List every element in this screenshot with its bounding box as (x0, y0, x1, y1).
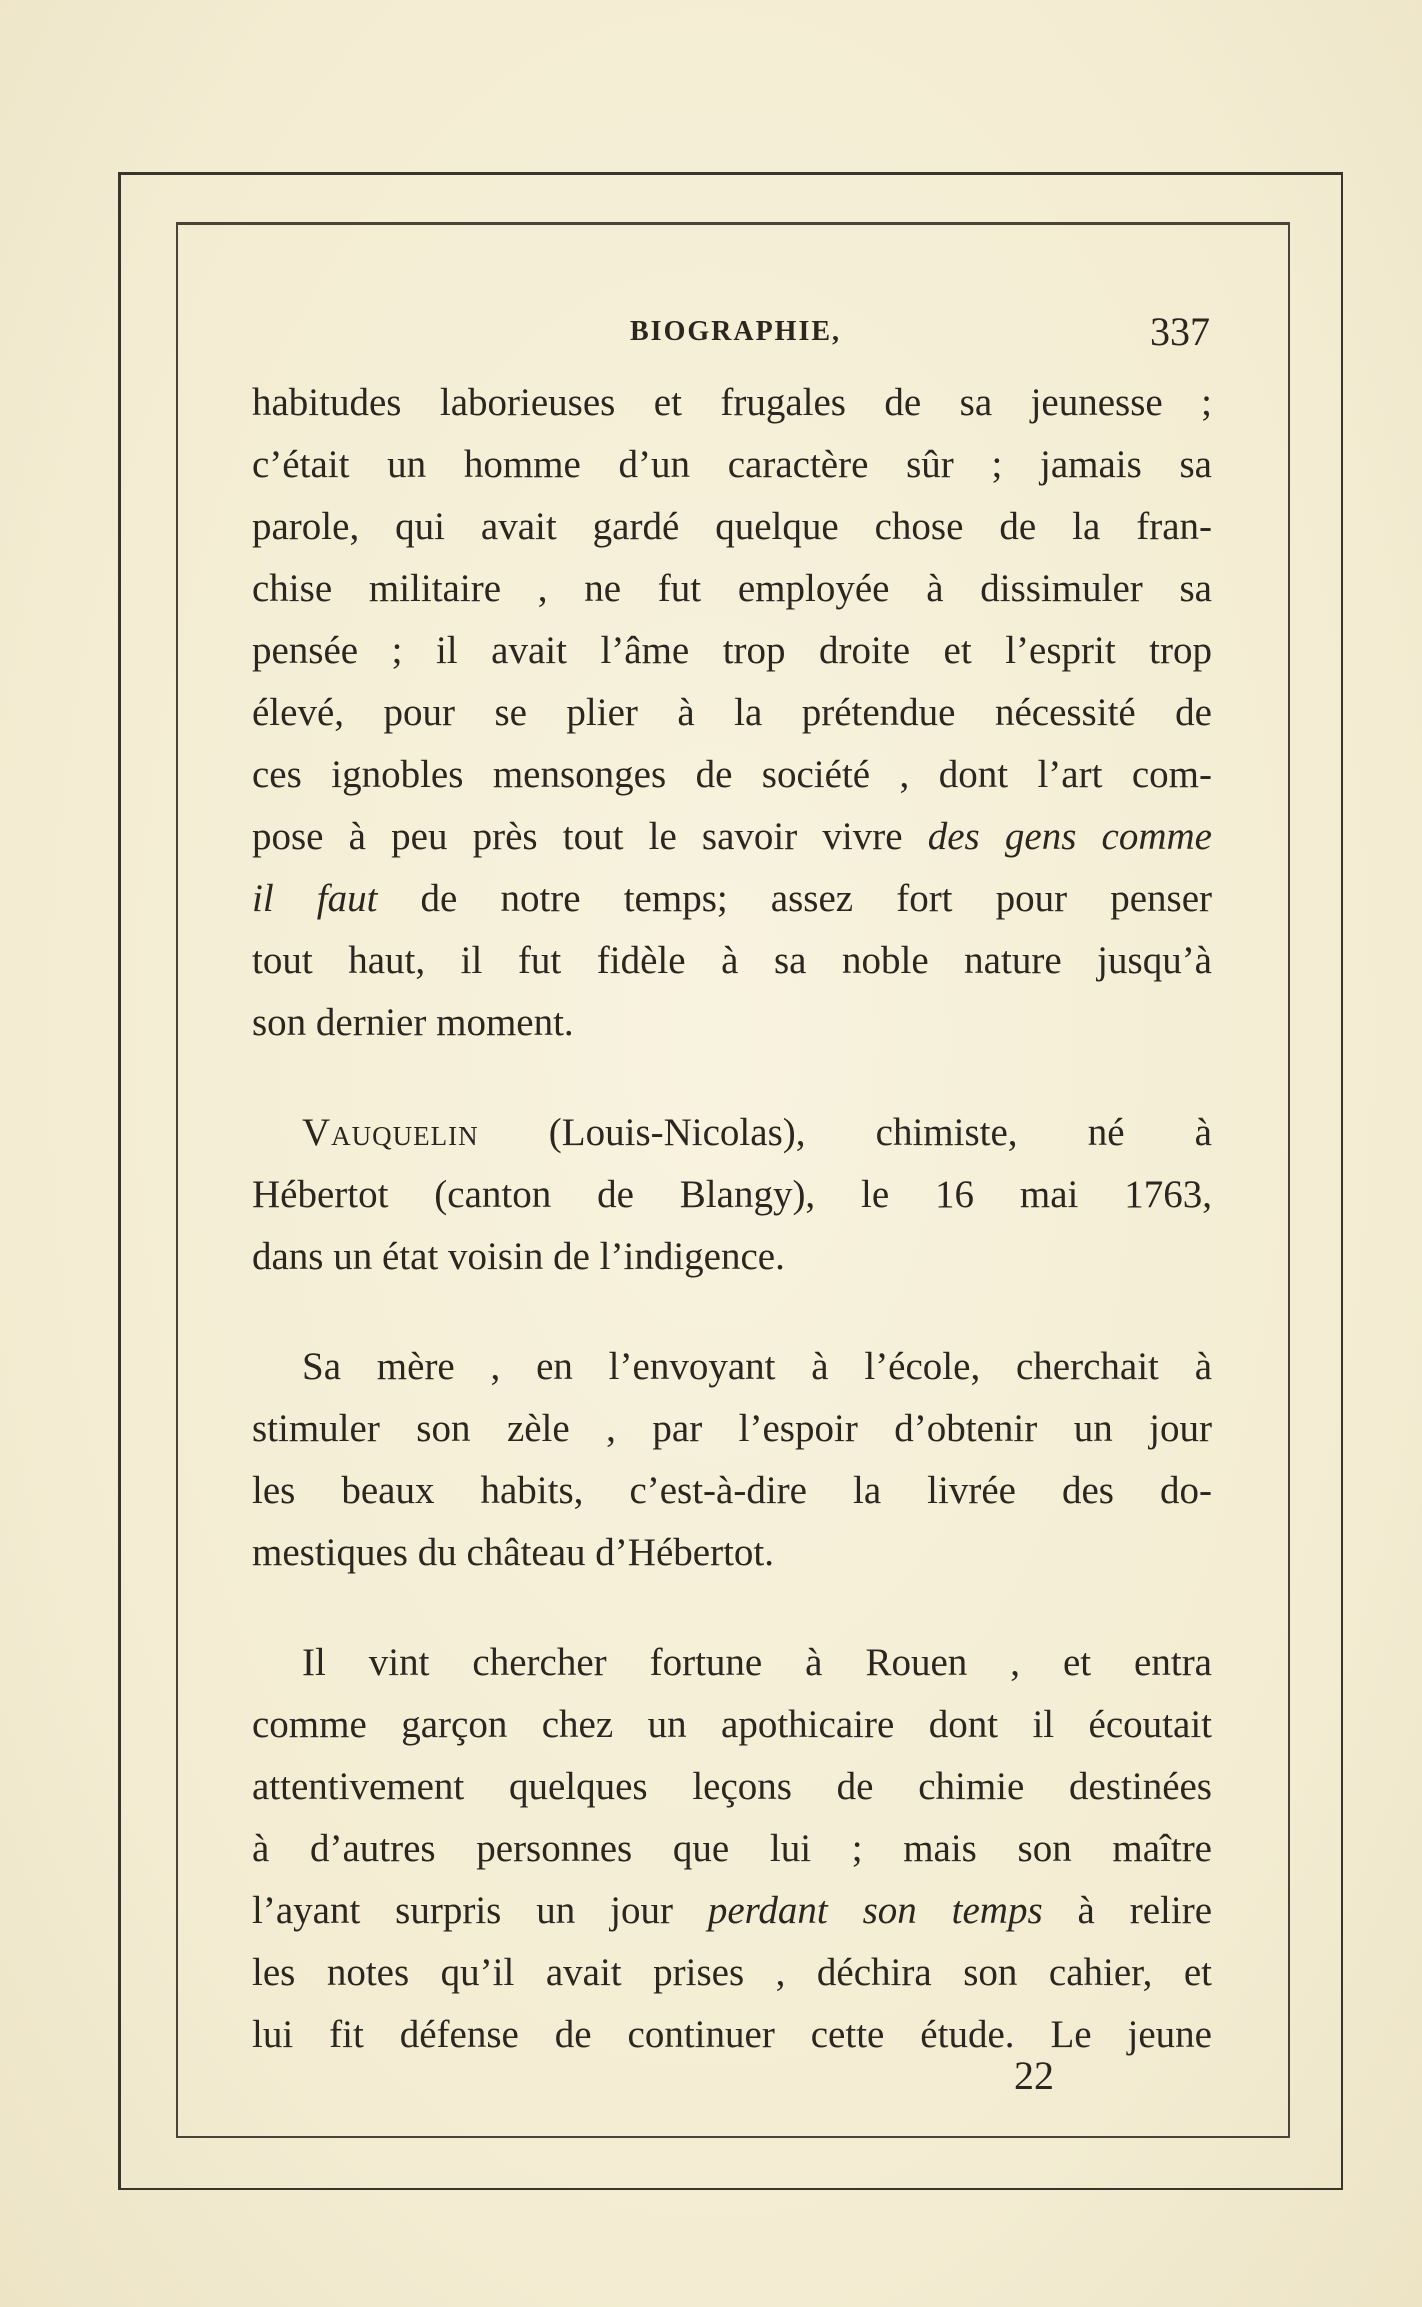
entry-name: Vauquelin (302, 1111, 479, 1154)
text-line: ces ignobles mensonges de société , dont l’art com- (252, 753, 1212, 796)
signature-mark: 22 (1014, 2053, 1054, 2098)
text-run: pose à peu près tout le savoir vivre (252, 815, 928, 858)
text-line: Sa mère , en l’envoyant à l’école, cherchait à (302, 1345, 1212, 1388)
text-line: pensée ; il avait l’âme trop droite et l’esprit trop (252, 629, 1212, 672)
text-run: l’ayant surpris un jour (252, 1889, 708, 1932)
paragraph-gap (252, 1054, 1212, 1102)
text-line: les notes qu’il avait prises , déchira son cahier, et (252, 1951, 1212, 1994)
text-line: les beaux habits, c’est-à-dire la livrée des do- (252, 1469, 1212, 1512)
paragraph-3 (252, 1336, 1212, 1584)
page-number: 337 (1150, 309, 1210, 354)
paragraph-gap (252, 1288, 1212, 1336)
text-line (252, 868, 1212, 930)
text-line: c’était un homme d’un caractère sûr ; jamais sa (252, 443, 1212, 486)
text-run: à relire (1042, 1889, 1213, 1932)
text-line: mestiques du château d’Hébertot. (252, 1531, 774, 1574)
text-line: tout haut, il fut fidèle à sa noble nature jusqu’à (252, 939, 1212, 982)
text-line: son dernier moment. (252, 1001, 574, 1044)
running-head (250, 309, 1210, 362)
paragraph-gap (252, 1584, 1212, 1632)
text-line: lui fit défense de continuer cette étude. Le jeune (252, 2013, 1212, 2056)
italic-text: des gens comme (927, 815, 1212, 858)
text-line: parole, qui avait gardé quelque chose de la fran- (252, 505, 1212, 548)
paragraph-4 (252, 1632, 1212, 2066)
text-line (252, 806, 1212, 868)
text-line: élevé, pour se plier à la prétendue nécessité de (252, 691, 1212, 734)
italic-text: perdant son temps (707, 1889, 1043, 1932)
text-line: Il vint chercher fortune à Rouen , et entra (302, 1641, 1212, 1684)
running-title: BIOGRAPHIE, (630, 316, 842, 347)
text-line: stimuler son zèle , par l’espoir d’obtenir un jour (252, 1407, 1212, 1450)
italic-text: il faut (252, 877, 378, 920)
text-line: comme garçon chez un apothicaire dont il écoutait (252, 1703, 1212, 1746)
body-text (252, 372, 1212, 2066)
text-run: (Louis-Nicolas), chimiste, né à (478, 1111, 1212, 1154)
text-line (252, 1102, 1212, 1164)
text-line: habitudes laborieuses et frugales de sa jeunesse ; (252, 381, 1212, 424)
text-run: de notre temps; assez fort pour penser (377, 877, 1212, 920)
text-line: attentivement quelques leçons de chimie destinées (252, 1765, 1212, 1808)
paragraph-1 (252, 372, 1212, 1054)
text-line (252, 1880, 1212, 1942)
paragraph-2 (252, 1102, 1212, 1288)
text-line: chise militaire , ne fut employée à dissimuler sa (252, 567, 1212, 610)
text-line: dans un état voisin de l’indigence. (252, 1235, 785, 1278)
text-line: à d’autres personnes que lui ; mais son maître (252, 1827, 1212, 1870)
text-line: Hébertot (canton de Blangy), le 16 mai 1763, (252, 1173, 1212, 1216)
